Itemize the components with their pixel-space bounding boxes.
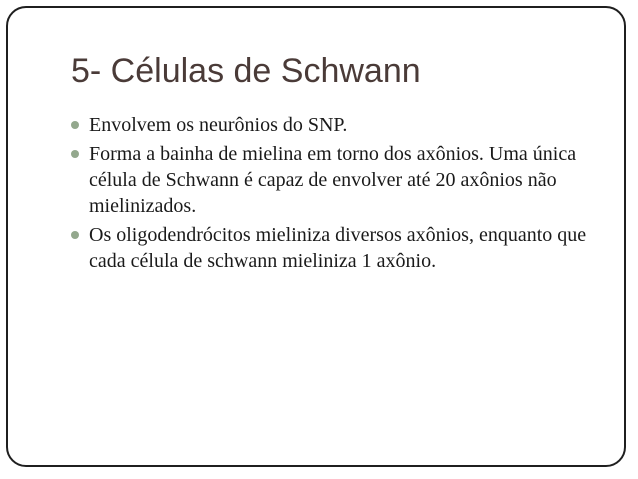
bullet-dot-icon <box>71 150 79 158</box>
bullet-dot-icon <box>71 231 79 239</box>
bullet-text: Forma a bainha de mielina em torno dos axônios. Uma única célula de Schwann é capaz de envolver até 20 axônios não mielinizados. <box>89 143 577 217</box>
bullet-text: Os oligodendrócitos mieliniza diversos axônios, enquanto que cada célula de schwann mieliniza 1 axônio. <box>89 224 587 272</box>
bullet-item <box>71 222 611 274</box>
bullet-text: Envolvem os neurônios do SNP. <box>89 114 348 136</box>
slide-title: 5- Células de Schwann <box>71 52 421 90</box>
bullet-dot-icon <box>71 121 79 129</box>
bullet-list <box>71 112 611 277</box>
bullet-item <box>71 112 611 138</box>
bullet-item <box>71 141 611 219</box>
